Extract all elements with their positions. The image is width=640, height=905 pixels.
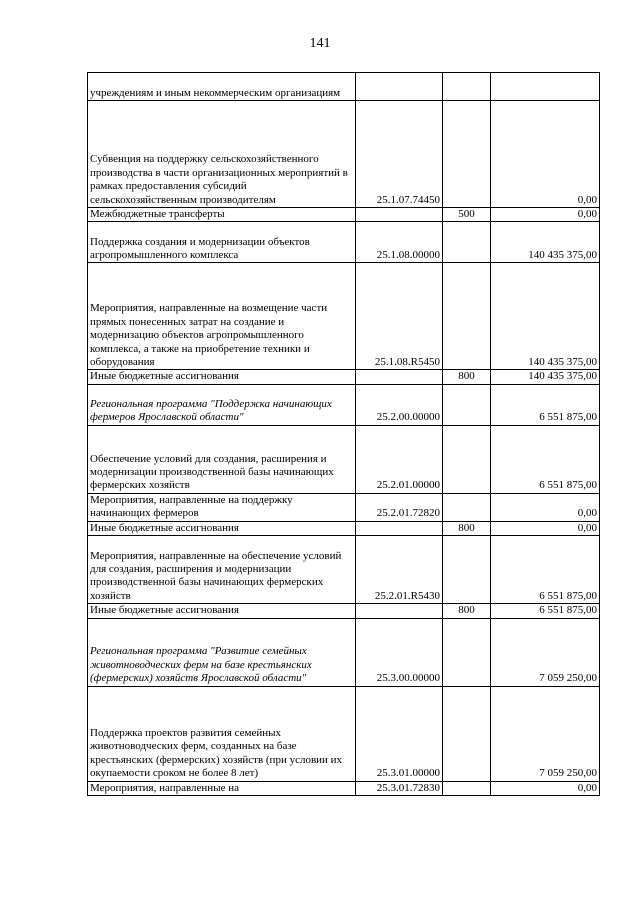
row-expense-type: 800 xyxy=(443,521,491,535)
row-sum: 6 551 875,00 xyxy=(491,384,600,425)
row-expense-type xyxy=(443,101,491,208)
row-name: Региональная программа "Развитие семейных животноводческих ферм на базе крестьянских (фермерских) хозяйств Ярославской области" xyxy=(88,618,356,686)
row-code: 25.2.01.00000 xyxy=(356,425,443,493)
row-name: учреждениям и иным некоммерческим организациям xyxy=(88,73,356,101)
row-expense-type xyxy=(443,425,491,493)
row-code: 25.3.01.72830 xyxy=(356,781,443,795)
row-sum xyxy=(491,73,600,101)
table-row xyxy=(88,781,600,795)
row-sum: 0,00 xyxy=(491,781,600,795)
row-name: Иные бюджетные ассигнования xyxy=(88,370,356,384)
row-sum: 0,00 xyxy=(491,493,600,521)
row-name: Иные бюджетные ассигнования xyxy=(88,604,356,618)
row-expense-type: 800 xyxy=(443,604,491,618)
row-code: 25.2.01.72820 xyxy=(356,493,443,521)
row-name: Поддержка проектов развития семейных животноводческих ферм, созданных на базе крестьянских (фермерских) хозяйств (при условии их окупаемости сроком не более 8 лет) xyxy=(88,686,356,781)
row-name: Региональная программа "Поддержка начинающих фермеров Ярославской области" xyxy=(88,384,356,425)
table-row xyxy=(88,618,600,686)
table-row xyxy=(88,521,600,535)
row-expense-type xyxy=(443,263,491,370)
row-sum: 140 435 375,00 xyxy=(491,370,600,384)
row-sum: 0,00 xyxy=(491,101,600,208)
row-sum: 0,00 xyxy=(491,521,600,535)
row-name: Поддержка создания и модернизации объектов агропромышленного комплекса xyxy=(88,222,356,263)
row-expense-type xyxy=(443,493,491,521)
row-code: 25.3.00.00000 xyxy=(356,618,443,686)
row-name: Мероприятия, направленные на поддержку начинающих фермеров xyxy=(88,493,356,521)
row-code xyxy=(356,521,443,535)
row-sum: 7 059 250,00 xyxy=(491,686,600,781)
row-name: Мероприятия, направленные на возмещение части прямых понесенных затрат на создание и модернизацию объектов агропромышленного комплекса, а также на приобретение техники и оборудования xyxy=(88,263,356,370)
row-code: 25.3.01.00000 xyxy=(356,686,443,781)
row-sum: 140 435 375,00 xyxy=(491,222,600,263)
row-sum: 6 551 875,00 xyxy=(491,536,600,604)
table-row xyxy=(88,263,600,370)
table-row xyxy=(88,493,600,521)
row-code xyxy=(356,370,443,384)
row-code xyxy=(356,604,443,618)
row-name: Межбюджетные трансферты xyxy=(88,208,356,222)
table-row xyxy=(88,686,600,781)
row-code: 25.1.07.74450 xyxy=(356,101,443,208)
row-expense-type xyxy=(443,384,491,425)
table-row xyxy=(88,384,600,425)
row-expense-type xyxy=(443,536,491,604)
row-expense-type xyxy=(443,781,491,795)
row-expense-type: 800 xyxy=(443,370,491,384)
table-row xyxy=(88,222,600,263)
row-sum: 6 551 875,00 xyxy=(491,604,600,618)
page-number: 141 xyxy=(309,36,331,51)
row-expense-type: 500 xyxy=(443,208,491,222)
row-expense-type xyxy=(443,222,491,263)
row-expense-type xyxy=(443,686,491,781)
table-row xyxy=(88,208,600,222)
row-name: Мероприятия, направленные на обеспечение условий для создания, расширения и модернизации производственной базы начинающих фермерских хозяйств xyxy=(88,536,356,604)
budget-table xyxy=(87,72,600,796)
row-name: Иные бюджетные ассигнования xyxy=(88,521,356,535)
row-name: Субвенция на поддержку сельскохозяйственного производства в части организационных мероприятий в рамках предоставления субсидий сельскохозяйственным производителям xyxy=(88,101,356,208)
table-row xyxy=(88,536,600,604)
table-row xyxy=(88,101,600,208)
table-row xyxy=(88,604,600,618)
row-code: 25.1.08.00000 xyxy=(356,222,443,263)
row-sum: 7 059 250,00 xyxy=(491,618,600,686)
row-code: 25.2.00.00000 xyxy=(356,384,443,425)
row-code: 25.1.08.R5450 xyxy=(356,263,443,370)
row-sum: 140 435 375,00 xyxy=(491,263,600,370)
row-expense-type xyxy=(443,618,491,686)
row-code: 25.2.01.R5430 xyxy=(356,536,443,604)
row-name: Обеспечение условий для создания, расширения и модернизации производственной базы начинающих фермерских хозяйств xyxy=(88,425,356,493)
table-row xyxy=(88,370,600,384)
table-row xyxy=(88,73,600,101)
row-expense-type xyxy=(443,73,491,101)
row-sum: 0,00 xyxy=(491,208,600,222)
row-code xyxy=(356,208,443,222)
row-sum: 6 551 875,00 xyxy=(491,425,600,493)
row-code xyxy=(356,73,443,101)
row-name: Мероприятия, направленные на xyxy=(88,781,356,795)
table-row xyxy=(88,425,600,493)
